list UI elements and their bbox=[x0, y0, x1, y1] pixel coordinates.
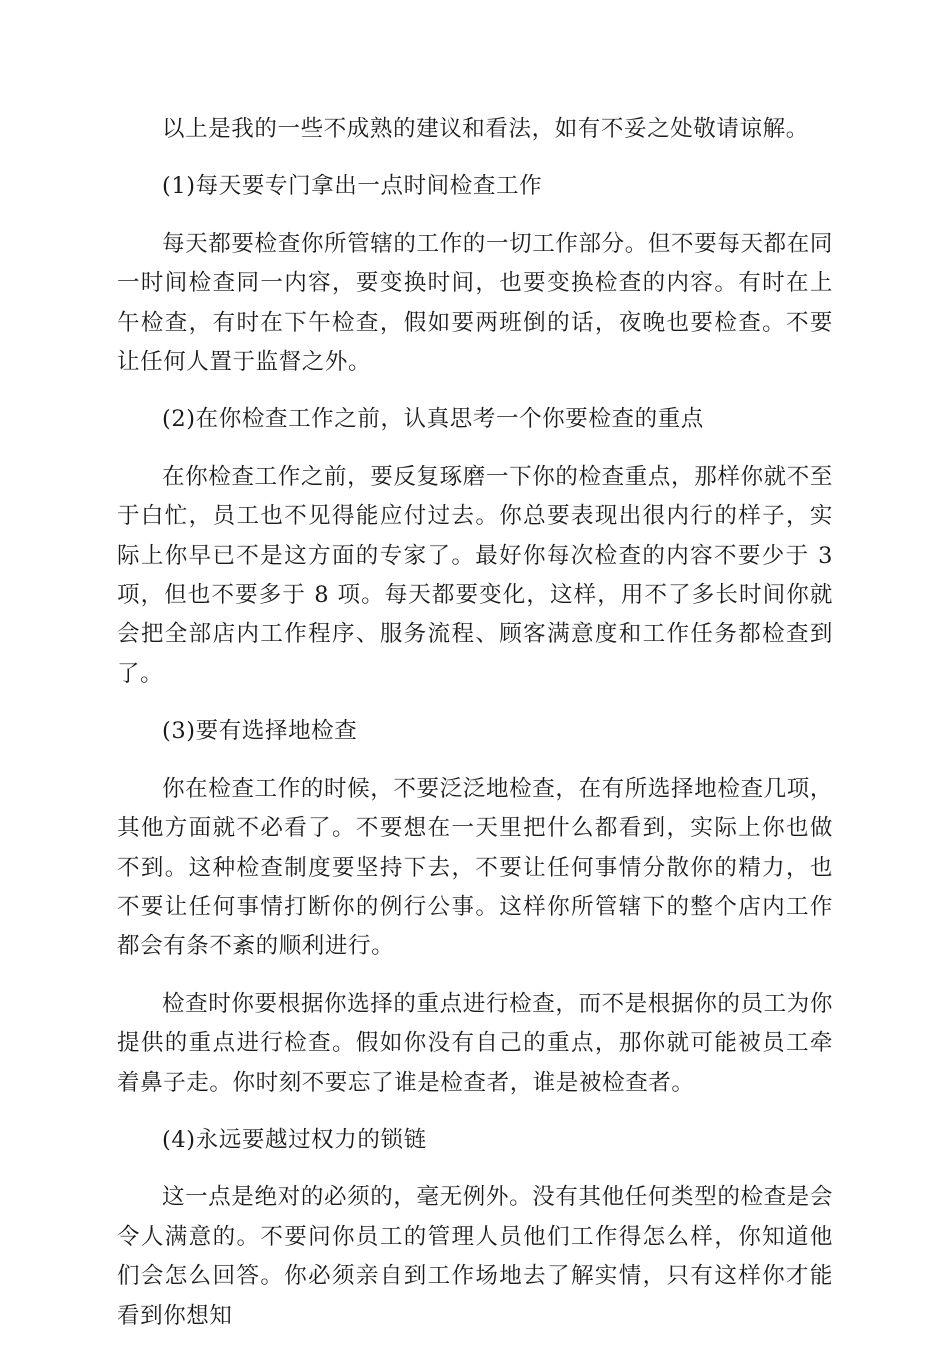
section-heading-1: (1)每天要专门拿出一点时间检查工作 bbox=[162, 173, 543, 200]
paragraph-selective-check: 你在检查工作的时候，不要泛泛地检查，在有所选择地检查几项，其他方面就不必看了。不要想在一天里把什么都看到，实际上你也做不到。这种检查制度要坚持下去，不要让任何事情分散你的精力，也不要让任何事情打断你的例行公事。这样你所管辖下的整个店内工作都会有条不紊的顺利进行。 bbox=[117, 775, 833, 960]
document-body bbox=[117, 110, 833, 1354]
section-heading-2: (2)在你检查工作之前，认真思考一个你要检查的重点 bbox=[162, 406, 704, 433]
section-heading-4: (4)永远要越过权力的锁链 bbox=[162, 1126, 427, 1153]
section-heading-3: (3)要有选择地检查 bbox=[162, 718, 358, 745]
paragraph-own-focus: 检查时你要根据你选择的重点进行检查，而不是根据你的员工为你提供的重点进行检查。假如你没有自己的重点，那你就可能被员工牵着鼻子走。你时刻不要忘了谁是检查者，谁是被检查者。 bbox=[117, 990, 833, 1096]
paragraph-daily-check: 每天都要检查你所管辖的工作的一切工作部分。但不要每天都在同一时间检查同一内容，要变换时间，也要变换检查的内容。有时在上午检查，有时在下午检查，假如要两班倒的话，夜晚也要检查。不要让任何人置于监督之外。 bbox=[117, 230, 833, 376]
paragraph-chain-of-command: 这一点是绝对的必须的，毫无例外。没有其他任何类型的检查是会令人满意的。不要问你员工的管理人员他们工作得怎么样，你知道他们会怎么回答。你必须亲自到工作场地去了解实情，只有这样你才能看到你想知 bbox=[117, 1184, 833, 1329]
paragraph-intro: 以上是我的一些不成熟的建议和看法，如有不妥之处敬请谅解。 bbox=[162, 116, 809, 142]
paragraph-check-focus: 在你检查工作之前，要反复琢磨一下你的检查重点，那样你就不至于白忙，员工也不见得能应付过去。你总要表现出很内行的样子，实际上你早已不是这方面的专家了。最好你每次检查的内容不要少于 3 项，但也不要多于 8 项。每天都要变化，这样，用不了多长时间你就会把全部店内工作程序、服务流程、顾客满意度和工作任务都检查到了。 bbox=[117, 463, 833, 687]
